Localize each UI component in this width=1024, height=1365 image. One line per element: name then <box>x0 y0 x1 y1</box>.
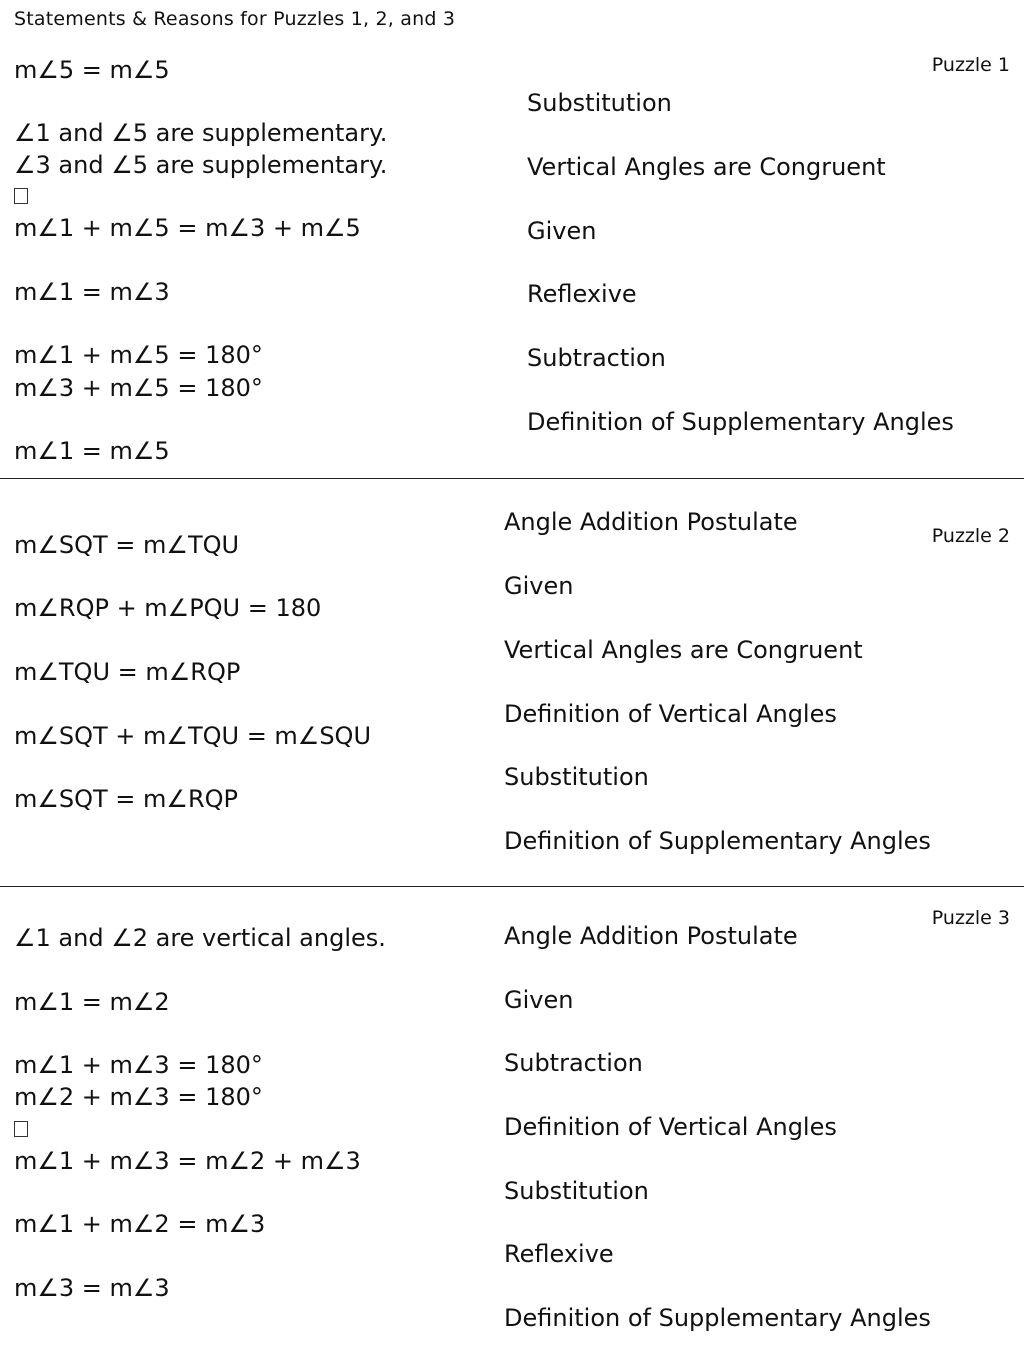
puzzle-1-statement-1: m∠5 = m∠5 <box>14 56 170 84</box>
puzzle-3-reason-1: Angle Addition Postulate <box>504 922 798 950</box>
puzzle-1-statement-7: m∠3 + m∠5 = 180° <box>14 374 263 402</box>
puzzle-2-reason-4: Definition of Vertical Angles <box>504 700 837 728</box>
puzzle-1-statement-5: m∠1 = m∠3 <box>14 278 170 306</box>
puzzle-1-reason-1: Substitution <box>527 89 672 117</box>
puzzle-2-reason-5: Substitution <box>504 763 649 791</box>
puzzle-2-statement-1: m∠SQT = m∠TQU <box>14 531 240 559</box>
puzzle-2-label: Puzzle 2 <box>931 525 1010 547</box>
puzzle-2-statement-5: m∠SQT = m∠RQP <box>14 785 238 813</box>
puzzle-3-statement-6: m∠1 + m∠2 = m∠3 <box>14 1210 266 1238</box>
puzzle-1-reason-3: Given <box>527 217 597 245</box>
puzzle-1-statement-6: m∠1 + m∠5 = 180° <box>14 341 263 369</box>
puzzle-2-reason-3: Vertical Angles are Congruent <box>504 636 863 664</box>
missing-glyph-icon <box>14 1121 28 1137</box>
puzzle-2-statement-2: m∠RQP + m∠PQU = 180 <box>14 594 322 622</box>
puzzle-3-statement-2: m∠1 = m∠2 <box>14 988 170 1016</box>
section-divider <box>0 478 1024 479</box>
puzzle-1-statement-2: ∠1 and ∠5 are supplementary. <box>14 119 388 147</box>
puzzle-1-statement-3: ∠3 and ∠5 are supplementary. <box>14 151 388 179</box>
puzzle-3-statement-5: m∠1 + m∠3 = m∠2 + m∠3 <box>14 1147 361 1175</box>
section-divider <box>0 886 1024 887</box>
puzzle-2-reason-2: Given <box>504 572 574 600</box>
puzzle-3-label: Puzzle 3 <box>931 907 1010 929</box>
puzzle-2-reason-1: Angle Addition Postulate <box>504 508 798 536</box>
puzzle-1-reason-2: Vertical Angles are Congruent <box>527 153 886 181</box>
puzzle-1-statement-4: m∠1 + m∠5 = m∠3 + m∠5 <box>14 214 361 242</box>
puzzle-1-statement-8: m∠1 = m∠5 <box>14 437 170 465</box>
page-title: Statements & Reasons for Puzzles 1, 2, and 3 <box>14 8 456 30</box>
puzzle-1-label: Puzzle 1 <box>931 54 1010 76</box>
puzzle-3-reason-6: Reflexive <box>504 1240 614 1268</box>
puzzle-2-statement-4: m∠SQT + m∠TQU = m∠SQU <box>14 722 372 750</box>
puzzle-3-statement-3: m∠1 + m∠3 = 180° <box>14 1051 263 1079</box>
puzzle-2-statement-3: m∠TQU = m∠RQP <box>14 658 241 686</box>
puzzle-3-reason-2: Given <box>504 986 574 1014</box>
puzzle-1-reason-6: Definition of Supplementary Angles <box>527 408 954 436</box>
puzzle-3-reason-7: Definition of Supplementary Angles <box>504 1304 931 1332</box>
puzzle-3-statement-1: ∠1 and ∠2 are vertical angles. <box>14 924 386 952</box>
puzzle-3-reason-5: Substitution <box>504 1177 649 1205</box>
puzzle-1-reason-5: Subtraction <box>527 344 666 372</box>
puzzle-3-statement-7: m∠3 = m∠3 <box>14 1274 170 1302</box>
puzzle-3-statement-4: m∠2 + m∠3 = 180° <box>14 1083 263 1111</box>
missing-glyph-icon <box>14 188 28 204</box>
puzzle-3-reason-3: Subtraction <box>504 1049 643 1077</box>
puzzle-1-reason-4: Reflexive <box>527 280 637 308</box>
puzzle-3-reason-4: Definition of Vertical Angles <box>504 1113 837 1141</box>
puzzle-2-reason-6: Definition of Supplementary Angles <box>504 827 931 855</box>
